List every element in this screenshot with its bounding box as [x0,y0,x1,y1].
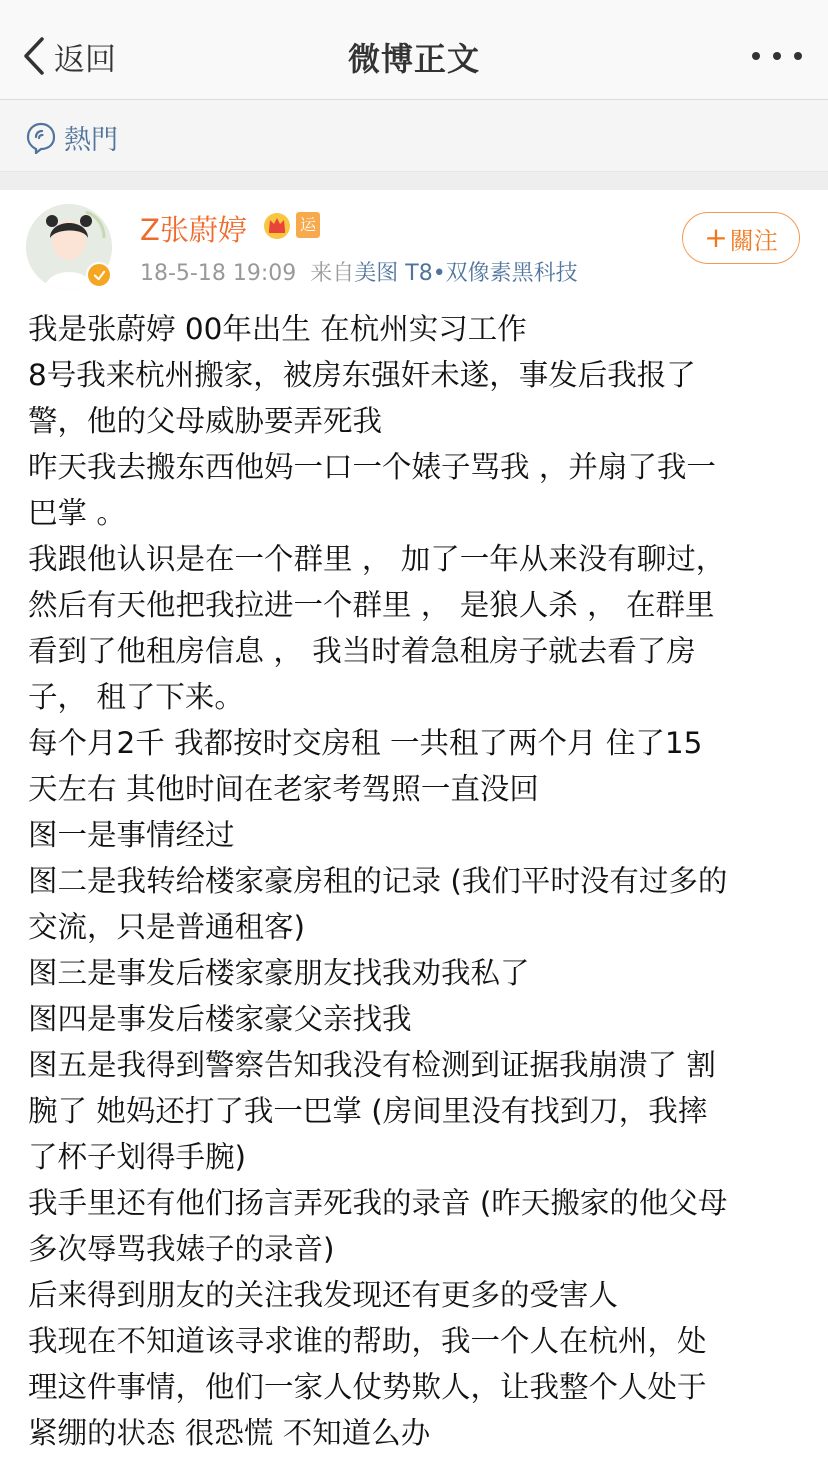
crown-icon [262,210,292,240]
post-text-line: 图三是事发后楼家豪朋友找我劝我私了 [28,956,530,990]
top-navigation-bar [0,0,828,100]
more-options-button[interactable] [752,44,802,68]
hot-label: 熱門 [64,125,118,156]
post-text-line: 每个月2千 我都按时交房租 一共租了两个月 住了15 [28,726,703,760]
plus-icon: + [704,221,728,254]
post-source-link[interactable]: 美图 T8•双像素黑科技 [354,261,578,286]
post-text-line: 图四是事发后楼家豪父亲找我 [28,1002,412,1036]
post-text-line: 天左右 其他时间在老家考驾照一直没回 [28,772,539,806]
post-text-line: 紧绷的状态 很恐慌 不知道么办 [28,1416,431,1450]
hot-topic-link[interactable] [26,118,118,157]
post-body [28,306,808,1456]
post-header [0,190,828,300]
post-text-line: 我跟他认识是在一个群里 ， 加了一年从来没有聊过， [28,542,726,576]
post-text-line: 图二是我转给楼家豪房租的记录 (我们平时没有过多的 [28,864,728,898]
member-badge: 运 [296,212,320,238]
post-text-line: 图一是事情经过 [28,818,235,852]
post-text-line: 8号我来杭州搬家，被房东强奸未遂，事发后我报了 [28,358,696,392]
post-meta [140,256,578,287]
back-label: 返回 [54,41,116,78]
post-text-line: 警，他的父母威胁要弄死我 [28,404,383,438]
post-timestamp: 18-5-18 19:09 [140,261,297,286]
post-text-line: 多次辱骂我婊子的录音) [28,1232,335,1266]
post-text-line: 了杯子划得手腕) [28,1140,247,1174]
post-text-line: 巴掌 。 [28,496,126,530]
post-text-line: 我手里还有他们扬言弄死我的录音 (昨天搬家的他父母 [28,1186,728,1220]
post-text-line: 然后有天他把我拉进一个群里 ， 是狼人杀 ， 在群里 [28,588,715,622]
post-text-line: 子， 租了下来。 [28,680,244,714]
author-name[interactable]: Z张蔚婷 [140,213,247,247]
post-text-line: 图五是我得到警察告知我没有检测到证据我崩溃了 割 [28,1048,716,1082]
post-text-line: 我是张蔚婷 00年出生 在杭州实习工作 [28,312,527,346]
more-dots-icon [794,52,802,60]
post-text-line: 交流，只是普通租客) [28,910,306,944]
verified-badge-icon [86,262,112,288]
hot-topic-icon [26,122,56,154]
post-text-line: 昨天我去搬东西他妈一口一个婊子骂我 ，并扇了我一 [28,450,716,484]
post-text-line: 看到了他租房信息 ， 我当时着急租房子就去看了房 [28,634,696,668]
section-divider [0,172,828,190]
hot-bar [0,100,828,172]
page-title: 微博正文 [347,40,480,78]
follow-label: 關注 [729,226,778,255]
post-text-line: 后来得到朋友的关注我发现还有更多的受害人 [28,1278,619,1312]
follow-button[interactable] [682,212,800,264]
post-text-line: 理这件事情，他们一家人仗势欺人，让我整个人处于 [28,1370,707,1404]
post-text-line: 我现在不知道该寻求谁的帮助，我一个人在杭州，处 [28,1324,707,1358]
more-dots-icon [773,52,781,60]
post-text-line: 腕了 她妈还打了我一巴掌 (房间里没有找到刀，我摔 [28,1094,708,1128]
source-prefix: 来自 [310,261,355,286]
more-dots-icon [752,52,760,60]
